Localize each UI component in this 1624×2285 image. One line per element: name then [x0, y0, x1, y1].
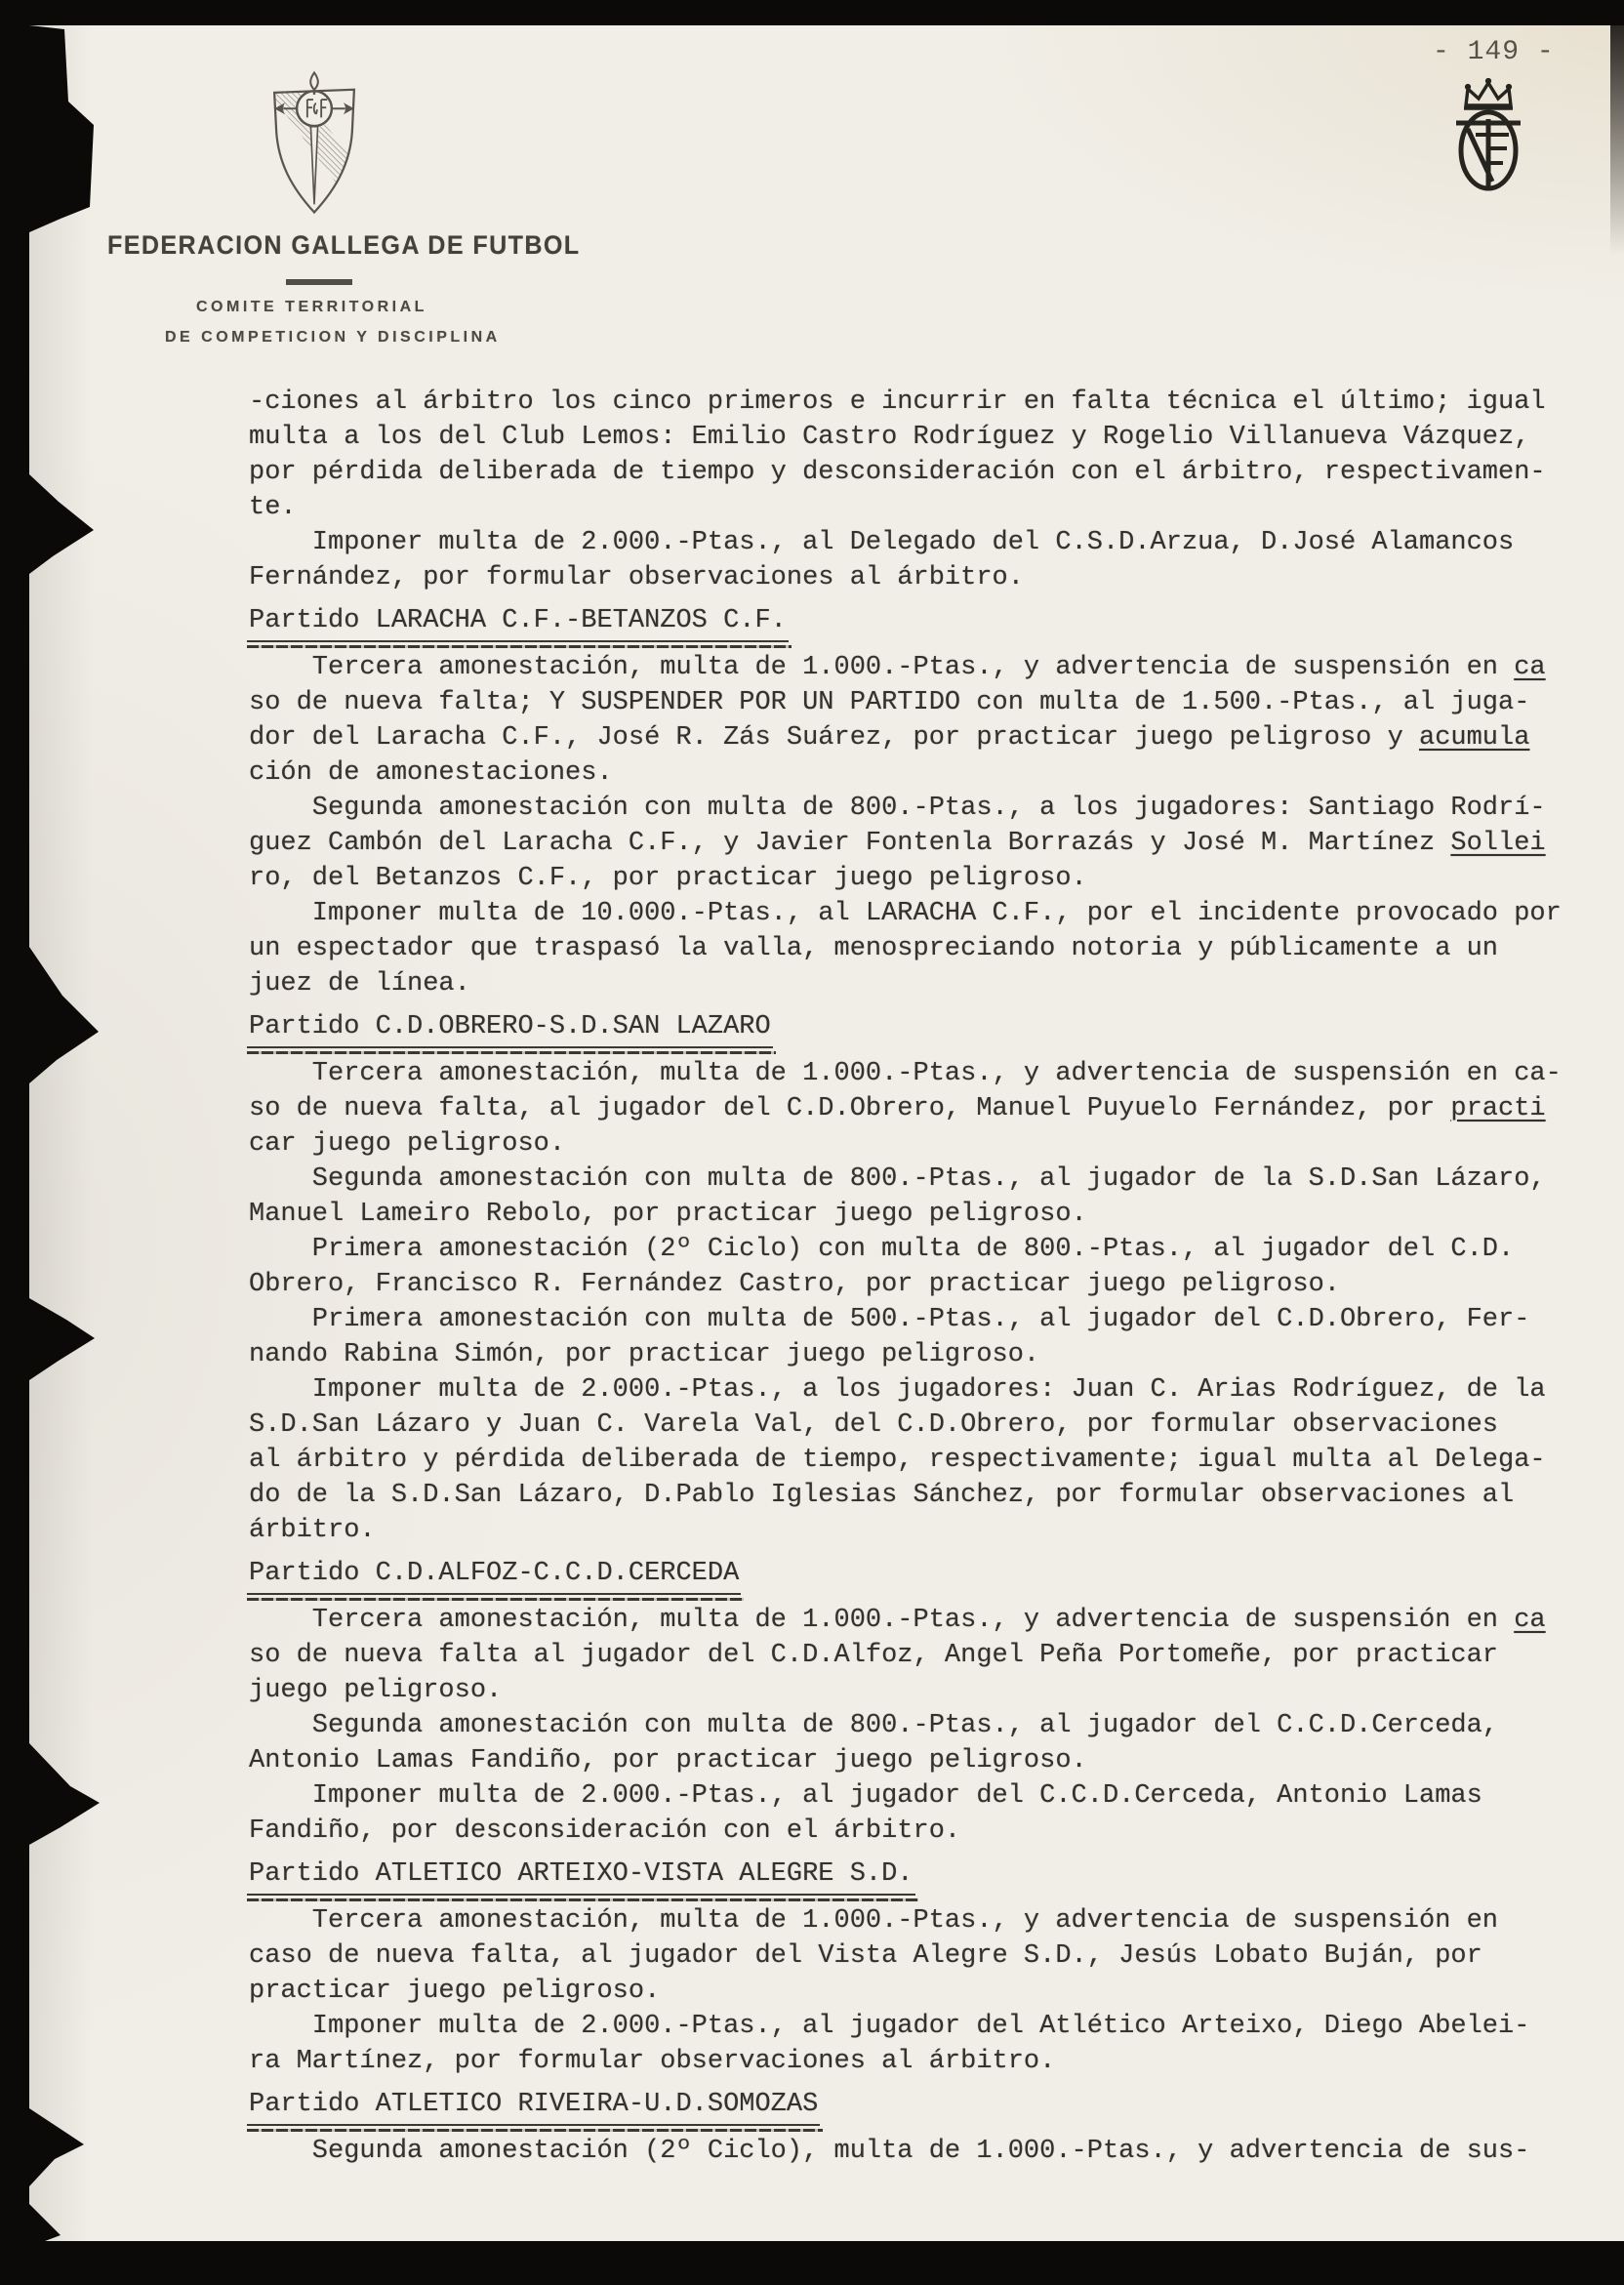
match-heading: Partido ATLETICO RIVEIRA-U.D.SOMOZAS — [249, 2087, 1607, 2134]
paragraph: Imponer multa de 10.000.-Ptas., al LARACHA C.F., por el incidente provocado por un espectador que traspasó la valla, menospreciando notoria y públicamente a un juez de línea. — [249, 899, 1562, 999]
paragraph: Imponer multa de 2.000.-Ptas., a los jugadores: Juan C. Arias Rodríguez, de la S.D.San Lázaro y Juan C. Varela Val, del C.D.Obrero, por formular observaciones al árbitro y pérdida deliberada de tiempo, respectivamente; igual multa al Delega- do de la S.D.San Lázaro, D.Pablo Iglesias Sánchez, por formular observaciones al árbitro. — [249, 1375, 1546, 1545]
paragraph: Tercera amonestación, multa de 1.000.-Ptas., y advertencia de suspensión en ca so de nueva falta al jugador del C.D.Alfoz, Angel Peña Portomeñe, por practicar juego peligroso. — [249, 1606, 1546, 1705]
paragraph: Segunda amonestación con multa de 800.-Ptas., al jugador de la S.D.San Lázaro, Manuel Lameiro Rebolo, por practicar juego peligroso. — [249, 1164, 1546, 1229]
paragraph: Primera amonestación con multa de 500.-Ptas., al jugador del C.D.Obrero, Fer- nando Rabina Simón, por practicar juego peligroso. — [249, 1305, 1530, 1369]
match-heading: Partido ATLETICO ARTEIXO-VISTA ALEGRE S.D. — [249, 1857, 1607, 1903]
document-body — [249, 385, 1607, 2169]
paragraph: Segunda amonestación con multa de 800.-Ptas., a los jugadores: Santiago Rodrí- guez Cambón del Laracha C.F., y Javier Fontenla Borrazás y José M. Martínez Sollei ro, del Betanzos C.F., por practicar juego peligroso. — [249, 794, 1546, 893]
match-heading: Partido C.D.OBRERO-S.D.SAN LAZARO — [249, 1009, 1607, 1056]
paragraph: Imponer multa de 2.000.-Ptas., al jugador del C.C.D.Cerceda, Antonio Lamas Fandiño, por desconsideración con el árbitro. — [249, 1781, 1482, 1846]
paragraph: Imponer multa de 2.000.-Ptas., al Delegado del C.S.D.Arzua, D.José Alamancos Fernández, por formular observaciones al árbitro. — [249, 528, 1515, 592]
paragraph: Segunda amonestación (2º Ciclo), multa de 1.000.-Ptas., y advertencia de sus- — [249, 2137, 1530, 2166]
letterhead-divider-rule — [286, 279, 352, 285]
paragraph: -ciones al árbitro los cinco primeros e incurrir en falta técnica el último; igual multa a los del Club Lemos: Emilio Castro Rodríguez y Rogelio Villanueva Vázquez, por pérdida deliberada de tiempo y desconsideración con el árbitro, respectivamen- te. — [249, 388, 1546, 522]
organization-name: FEDERACION GALLEGA DE FUTBOL — [107, 230, 581, 260]
paragraph: Tercera amonestación, multa de 1.000.-Ptas., y advertencia de suspensión en ca so de nueva falta; Y SUSPENDER POR UN PARTIDO con multa de 1.500.-Ptas., al juga- dor del Laracha C.F., José R. Zás Suárez, por practicar juego peligroso y acumula ción de amonestaciones. — [249, 653, 1546, 788]
paragraph: Tercera amonestación, multa de 1.000.-Ptas., y advertencia de suspensión en ca- so de nueva falta, al jugador del C.D.Obrero, Manuel Puyuelo Fernández, por practi car juego peligroso. — [249, 1059, 1562, 1159]
paragraph: Primera amonestación (2º Ciclo) con multa de 800.-Ptas., al jugador del C.D. Obrero, Francisco R. Fernández Castro, por practicar juego peligroso. — [249, 1235, 1515, 1299]
fgf-shield-logo — [269, 70, 359, 217]
paragraph: Imponer multa de 2.000.-Ptas., al jugador del Atlético Arteixo, Diego Abelei- ra Martínez, por formular observaciones al árbitro. — [249, 2012, 1530, 2076]
crown-emblem-logo — [1446, 78, 1530, 193]
match-heading: Partido LARACHA C.F.-BETANZOS C.F. — [249, 603, 1607, 650]
committee-line-1: COMITE TERRITORIAL — [196, 299, 427, 315]
paragraph: Segunda amonestación con multa de 800.-Ptas., al jugador del C.C.D.Cerceda, Antonio Lamas Fandiño, por practicar juego peligroso. — [249, 1711, 1499, 1775]
page-number: - 149 - — [1433, 37, 1555, 67]
match-heading: Partido C.D.ALFOZ-C.C.D.CERCEDA — [249, 1556, 1607, 1603]
committee-line-2: DE COMPETICION Y DISCIPLINA — [165, 329, 501, 346]
paragraph: Tercera amonestación, multa de 1.000.-Ptas., y advertencia de suspensión en caso de nueva falta, al jugador del Vista Alegre S.D., Jesús Lobato Buján, por practicar juego peligroso. — [249, 1906, 1499, 2006]
